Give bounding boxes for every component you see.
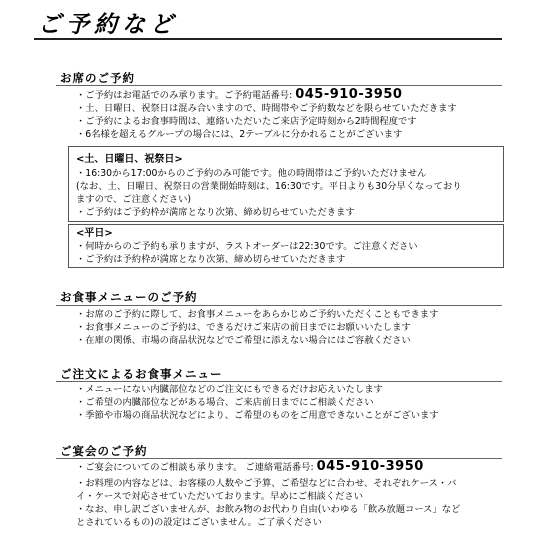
seat-reservation-heading: お席のご予約: [60, 71, 135, 85]
reservation-phone-number: 045-910-3950: [295, 87, 403, 102]
title-divider: [34, 38, 502, 40]
banquet-line-4: ・なお、申し訳ございませんが、お飲み物のお代わり自由(いわゆる「飲み放題コース」など: [76, 504, 461, 515]
seat-line-1: [76, 89, 402, 101]
banquet-line-3: イ・ケースで対応させていただいております。早めにご相談ください: [76, 491, 363, 502]
order-line-3: ・季節や市場の商品状況などにより、ご希望のものをご用意できないことがございます: [76, 410, 439, 421]
weekend-line-1: ・16:30から17:00からのご予約のみ可能です。他の時間帯はご予約いただけません: [76, 168, 427, 179]
seat-line-2: ・土、日曜日、祝祭日は混み合いますので、時間帯やご予約数などを限らせていただきます: [76, 103, 457, 114]
banquet-heading-divider: [56, 458, 502, 459]
banquet-line-2: ・お料理の内容などは、お客様の人数やご予算、ご希望などに合わせ、それぞれケース・バ: [76, 478, 457, 489]
weekday-heading: <平日>: [76, 228, 113, 239]
seat-line-1-text: ・ご予約はお電話でのみ承ります。ご予約電話番号:: [76, 90, 293, 101]
weekend-line-3: ますので、ご注意ください): [76, 194, 192, 205]
weekend-line-2: (なお、土、日曜日、祝祭日の営業開始時刻は、16:30です。平日よりも30分早くなっており: [76, 181, 462, 192]
banquet-reservation-heading: ご宴会のご予約: [60, 444, 148, 458]
meal-heading-divider: [56, 305, 502, 306]
weekday-line-2: ・ご予約は予約枠が満席となり次第、締め切らせていただきます: [76, 254, 346, 265]
order-heading-divider: [56, 381, 502, 382]
seat-line-4: ・6名様を超えるグループの場合には、2テーブルに分かれることがございます: [76, 129, 403, 140]
page-title: ご予約など: [38, 11, 178, 38]
weekend-heading: <土、日曜日、祝祭日>: [76, 154, 183, 165]
weekday-line-1: ・何時からのご予約も承りますが、ラストオーダーは22:30です。ご注意ください: [76, 241, 418, 252]
meal-line-2: ・お食事メニューのご予約は、できるだけご来店の前日までにお願いいたします: [76, 322, 411, 333]
banquet-line-1-text: ・ご宴会についてのご相談も承ります。 ご連絡電話番号:: [76, 462, 314, 473]
meal-reservation-heading: お食事メニューのご予約: [60, 290, 198, 304]
weekend-line-4: ・ご予約はご予約枠が満席となり次第、締め切らせていただきます: [76, 207, 355, 218]
banquet-line-5: とされているもの)の設定はございません。ご了承ください: [76, 517, 322, 528]
order-line-1: ・メニューにない内臓部位などのご注文にもできるだけお応えいたします: [76, 384, 383, 395]
seat-line-3: ・ご予約によるお食事時間は、連絡いただいたご来店予定時刻から2時間程度です: [76, 116, 417, 127]
meal-line-1: ・お席のご予約に際して、お食事メニューをあらかじめご予約いただくこともできます: [76, 309, 439, 320]
banquet-phone-number: 045-910-3950: [316, 459, 424, 474]
banquet-line-1: [76, 461, 424, 473]
seat-heading-divider: [56, 85, 502, 86]
special-order-heading: ご注文によるお食事メニュー: [60, 367, 223, 381]
meal-line-3: ・在庫の関係、市場の商品状況などでご希望に添えない場合にはご容赦ください: [76, 335, 411, 346]
order-line-2: ・ご希望の内臓部位などがある場合、ご来店前日までにご相談ください: [76, 397, 374, 408]
